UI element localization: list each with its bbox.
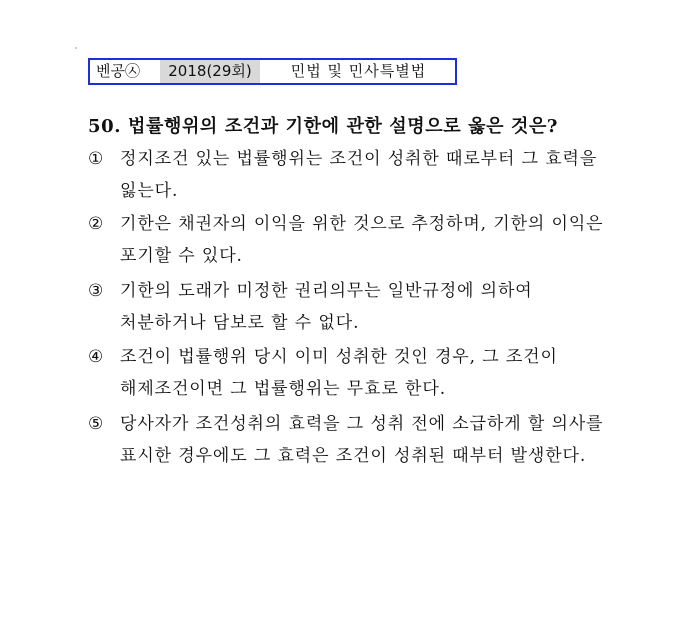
option-text: 조건이 법률행위 당시 이미 성취한 것인 경우, 그 조건이 해제조건이면 그 법률행위는 무효로 한다. <box>120 347 558 399</box>
answer-option-1 <box>88 143 608 207</box>
option-number: ① <box>88 149 104 169</box>
brand-label: 벤공㉦ <box>96 62 140 80</box>
option-text: 정지조건 있는 법률행위는 조건이 성취한 때로부터 그 효력을 잃는다. <box>120 149 598 201</box>
option-number: ③ <box>88 281 104 301</box>
option-text: 당사자가 조건성취의 효력을 그 성취 전에 소급하게 할 의사를 표시한 경우에도 그 효력은 조건이 성취된 때부터 발생한다. <box>120 414 604 466</box>
subject-label: 민법 및 민사특별법 <box>290 62 427 80</box>
option-text: 기한의 도래가 미정한 권리의무는 일반규정에 의하여 처분하거나 담보로 할 수 없다. <box>120 281 533 333</box>
answer-option-4 <box>88 341 608 405</box>
option-number: ⑤ <box>88 414 104 434</box>
answer-option-2 <box>88 208 608 272</box>
option-text: 기한은 채권자의 이익을 위한 것으로 추정하며, 기한의 이익은 포기할 수 있다. <box>120 214 604 266</box>
answer-option-3 <box>88 275 608 339</box>
exam-header <box>88 58 457 85</box>
option-number: ④ <box>88 347 104 367</box>
exam-year-label: 2018(29회) <box>160 60 260 83</box>
scan-dot <box>75 47 77 49</box>
answer-option-5 <box>88 408 608 472</box>
question-title: 50. 법률행위의 조건과 기한에 관한 설명으로 옳은 것은? <box>88 116 559 137</box>
option-number: ② <box>88 214 104 234</box>
